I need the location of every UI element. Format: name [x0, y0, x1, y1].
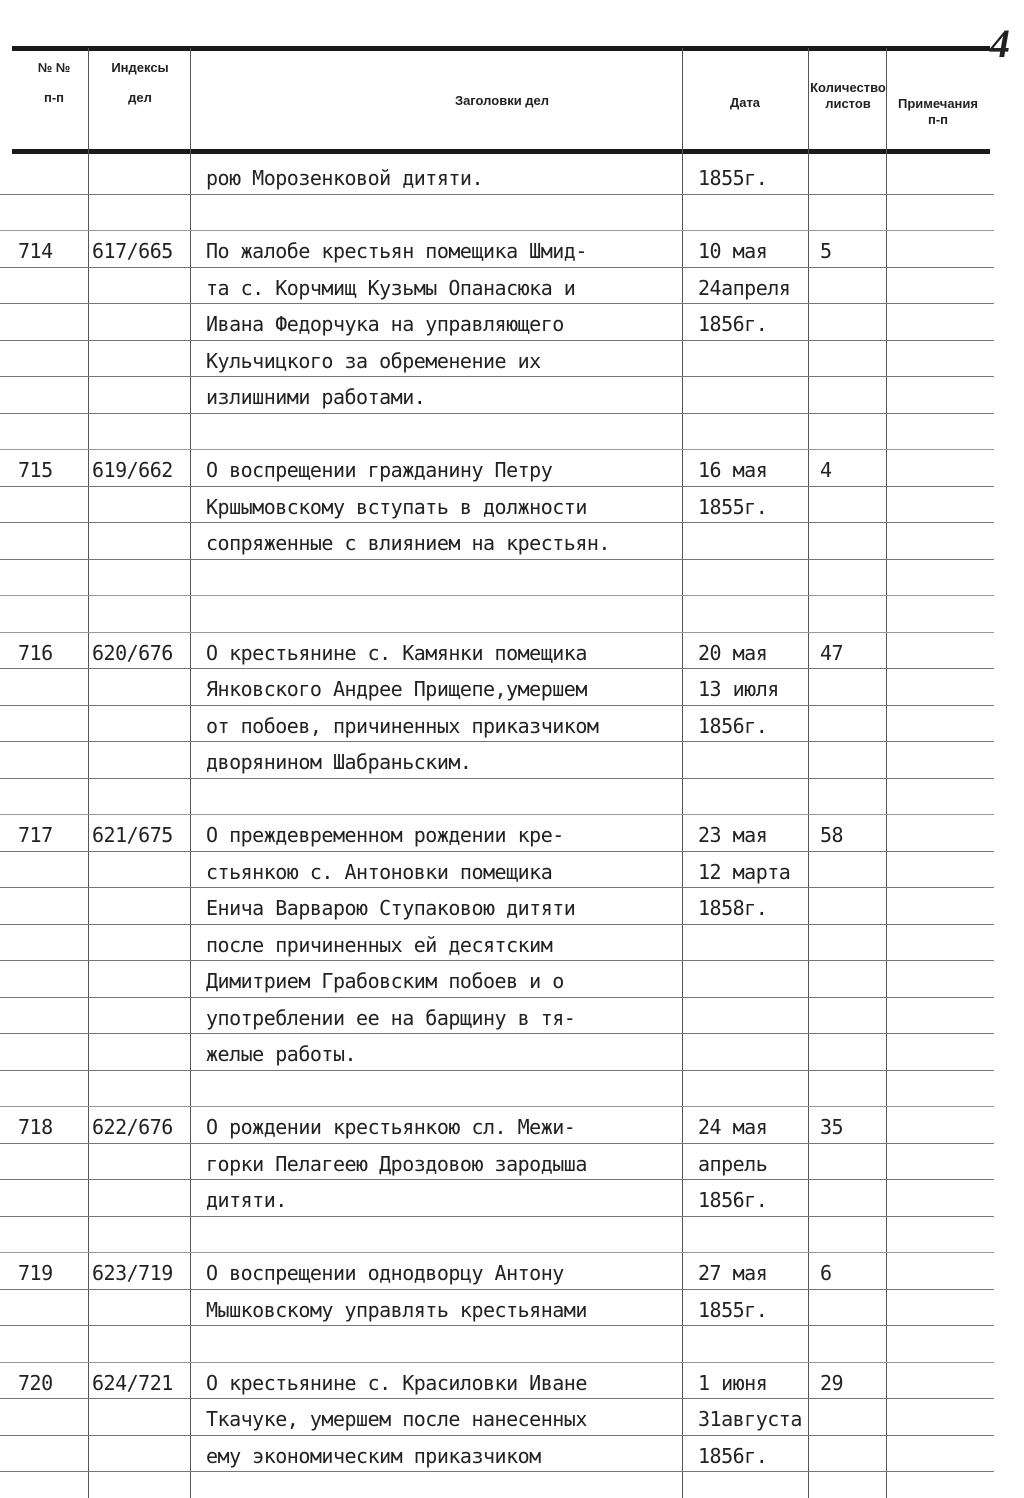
entry-title-line: горки Пелагеею Дроздовою зародыша: [206, 1151, 587, 1176]
entry-title-line: стьянкою с. Антоновки помещика: [206, 859, 553, 884]
entry-date: 1 июня: [698, 1370, 768, 1395]
blank-line: [0, 598, 1024, 635]
entry-line: [0, 1401, 1024, 1438]
entry-title-line: после причиненных ей десятским: [206, 932, 553, 957]
entry-title-line: от побоев, причиненных приказчиком: [206, 713, 599, 738]
entry-title-line: О преждевременном рождении кре-: [206, 823, 564, 847]
register-entry: [0, 160, 1024, 197]
header-rule: [12, 149, 990, 154]
entry-date: 10 мая: [698, 239, 768, 263]
entry-sheet-count: 58: [820, 823, 844, 847]
entry-title-line: О воспрещении гражданину Петру: [206, 458, 553, 482]
entry-title-line: О крестьянине с. Красиловки Иване: [206, 1370, 587, 1395]
entry-date: апрель: [698, 1151, 768, 1176]
register-entry: [0, 562, 1024, 781]
entry-number: 714: [18, 239, 53, 263]
entry-index: 621/675: [92, 823, 173, 847]
entry-line: [0, 1109, 1024, 1146]
entry-line: [0, 927, 1024, 964]
register-entry: [0, 197, 1024, 416]
entry-date: 1856г.: [698, 713, 768, 738]
entry-title-line: Кульчицкого за обременение их: [206, 348, 541, 373]
register-entry: [0, 1073, 1024, 1219]
entry-title-line: Кршымовскому вступать в должности: [206, 494, 587, 519]
entry-line: [0, 270, 1024, 307]
entry-line: [0, 708, 1024, 745]
entry-title-line: По жалобе крестьян помещика Шмид-: [206, 239, 587, 263]
page-mark: 4: [990, 21, 1010, 66]
header-number-label: № №: [37, 60, 71, 75]
entry-line: [0, 160, 1024, 197]
entry-line: [0, 635, 1024, 672]
register-entry: [0, 781, 1024, 1073]
entry-line: [0, 1036, 1024, 1073]
header-index: [90, 60, 190, 106]
header-notes-label: Примечания: [897, 96, 978, 111]
header-number: [20, 60, 88, 106]
entry-date: 27 мая: [698, 1261, 768, 1285]
entry-index: 617/665: [92, 239, 173, 263]
entry-number: 720: [18, 1370, 53, 1395]
header-titles: Заголовки дел: [454, 93, 550, 108]
header-count: Количество листов: [810, 80, 886, 111]
entry-line: [0, 671, 1024, 708]
entry-date: 1856г.: [698, 312, 768, 336]
entry-sheet-count: 29: [820, 1370, 844, 1395]
entry-index: 620/676: [92, 640, 173, 665]
entry-line: [0, 489, 1024, 526]
entry-title-line: Ткачуке, умершем после нанесенных: [206, 1407, 587, 1431]
entry-line: [0, 343, 1024, 380]
entry-date: 24 мая: [698, 1115, 768, 1139]
entry-line: [0, 890, 1024, 927]
header-index-sub: дел: [128, 90, 152, 105]
entry-title-line: рою Морозенковой дитяти.: [206, 166, 483, 190]
entry-line: [0, 1146, 1024, 1183]
register-entry: [0, 1328, 1024, 1474]
entry-title-line: та с. Корчмищ Кузьмы Опанасюка и: [206, 275, 576, 300]
entry-line: [0, 1000, 1024, 1037]
entry-title-line: употреблении ее на барщину в тя-: [206, 1005, 576, 1030]
entry-index: 622/676: [92, 1115, 173, 1139]
entry-sheet-count: 4: [820, 458, 832, 482]
register-entry: [0, 416, 1024, 562]
entry-sheet-count: 47: [820, 640, 844, 665]
entry-sheet-count: 35: [820, 1115, 844, 1139]
entry-number: 718: [18, 1115, 53, 1139]
entry-date: 31августа: [698, 1407, 802, 1431]
entry-line: [0, 379, 1024, 416]
entry-title-line: О рождении крестьянкою сл. Межи-: [206, 1115, 576, 1139]
entry-date: 24апреля: [698, 275, 791, 300]
entry-title-line: ему экономическим приказчиком: [206, 1443, 541, 1468]
entry-line: [0, 854, 1024, 891]
entry-date: 1855г.: [698, 494, 768, 519]
entry-title-line: Димитрием Грабовским побоев и о: [206, 969, 564, 993]
header-index-label: Индексы: [111, 60, 169, 75]
entry-number: 717: [18, 823, 53, 847]
entry-title-line: О воспрещении однодворцу Антону: [206, 1261, 564, 1285]
entry-date: 16 мая: [698, 458, 768, 482]
entry-number: 715: [18, 458, 53, 482]
entry-sheet-count: 5: [820, 239, 832, 263]
entry-title-line: Ивана Федорчука на управляющего: [206, 312, 564, 336]
entry-date: 1855г.: [698, 1297, 768, 1322]
entry-title-line: Янковского Андрее Прищепе,умершем: [206, 677, 587, 701]
entry-title-line: излишними работами.: [206, 385, 426, 409]
entry-line: [0, 1365, 1024, 1402]
entry-number: 716: [18, 640, 53, 665]
entry-number: 719: [18, 1261, 53, 1285]
entry-date: 1855г.: [698, 166, 768, 190]
entry-index: 619/662: [92, 458, 173, 482]
header-date: Дата: [729, 95, 761, 110]
entry-date: 13 июля: [698, 677, 779, 701]
entry-date: 1858г.: [698, 896, 768, 920]
entry-title-line: Мышковскому управлять крестьянами: [206, 1297, 587, 1322]
entry-title-line: дитяти.: [206, 1188, 287, 1212]
register-entry: [0, 1219, 1024, 1329]
header-notes: [886, 96, 990, 128]
entry-date: 1856г.: [698, 1443, 768, 1468]
entry-date: 23 мая: [698, 823, 768, 847]
entry-sheet-count: 6: [820, 1261, 832, 1285]
entry-line: [0, 1255, 1024, 1292]
entry-line: [0, 452, 1024, 489]
entry-line: [0, 744, 1024, 781]
entry-title-line: сопряженные с влиянием на крестьян.: [206, 531, 610, 555]
entry-date: 1856г.: [698, 1188, 768, 1212]
blank-line: [0, 197, 1024, 234]
header-number-sub: п-п: [43, 90, 65, 105]
blank-line: [0, 416, 1024, 453]
entry-line: [0, 306, 1024, 343]
entry-line: [0, 1438, 1024, 1475]
blank-line: [0, 1073, 1024, 1110]
header-notes-sub: п-п: [927, 112, 949, 127]
blank-line: [0, 1328, 1024, 1365]
entry-date: 20 мая: [698, 640, 768, 665]
entry-title-line: дворянином Шабраньским.: [206, 750, 472, 774]
entry-line: [0, 233, 1024, 270]
register-body: [0, 160, 1024, 1474]
entry-line: [0, 1182, 1024, 1219]
blank-line: [0, 1219, 1024, 1256]
blank-line: [0, 562, 1024, 599]
entry-date: 12 марта: [698, 859, 791, 884]
entry-title-line: О крестьянине с. Камянки помещика: [206, 640, 587, 665]
entry-line: [0, 1292, 1024, 1329]
top-rule: [12, 46, 990, 51]
entry-line: [0, 963, 1024, 1000]
entry-index: 623/719: [92, 1261, 173, 1285]
entry-title-line: Енича Варварою Ступаковою дитяти: [206, 896, 576, 920]
blank-line: [0, 781, 1024, 818]
entry-index: 624/721: [92, 1370, 173, 1395]
entry-line: [0, 817, 1024, 854]
entry-line: [0, 525, 1024, 562]
entry-title-line: желые работы.: [206, 1042, 357, 1066]
